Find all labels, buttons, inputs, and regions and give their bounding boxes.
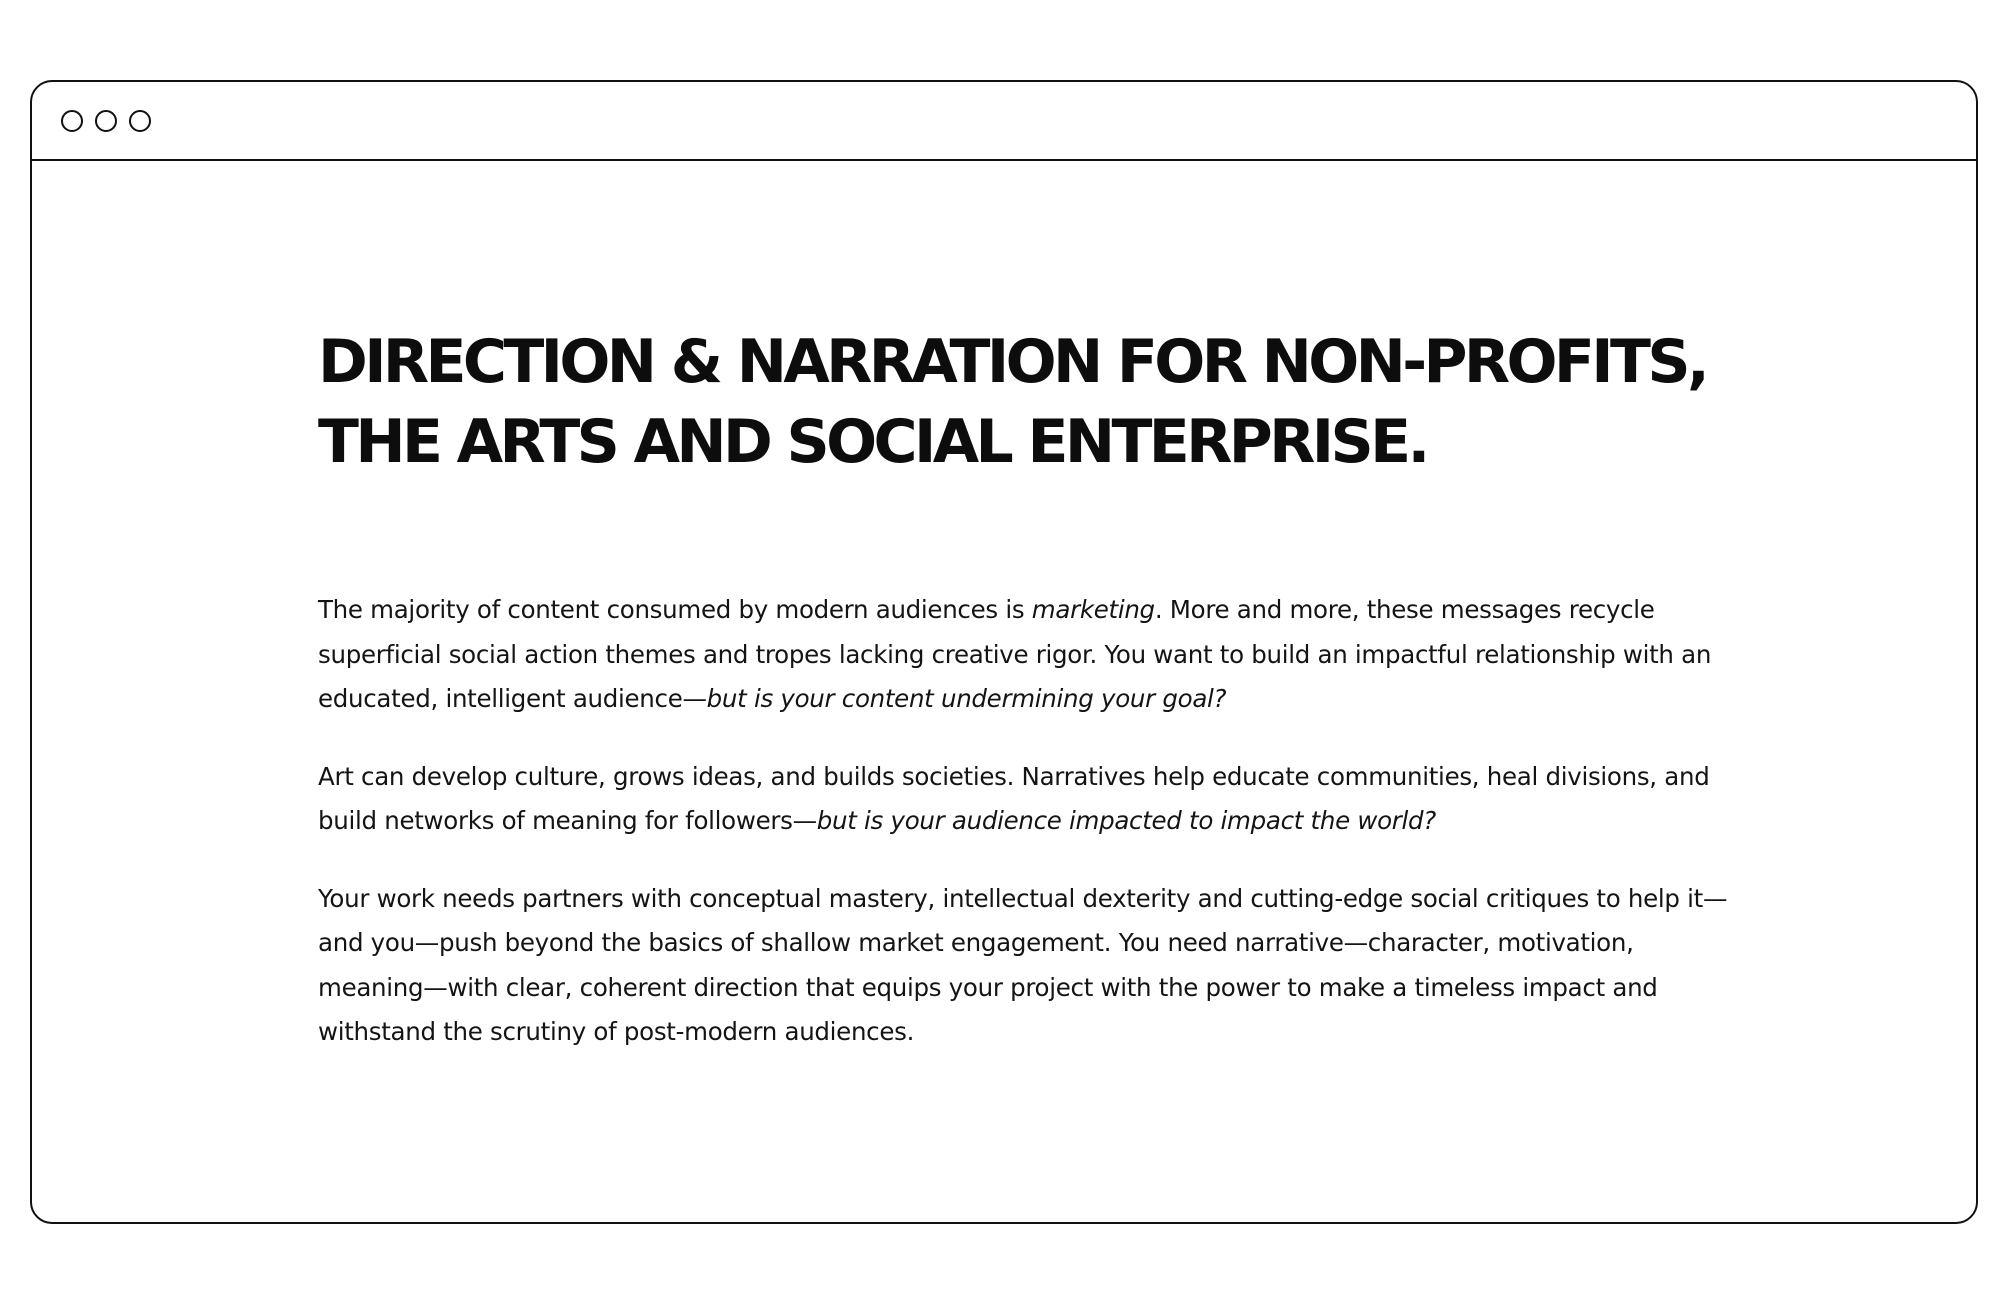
paragraph-1-text-a: The majority of content consumed by modern audiences is bbox=[318, 595, 1032, 624]
headline-line-2: THE ARTS AND SOCIAL ENTERPRISE. bbox=[318, 407, 1427, 477]
window-minimize-button[interactable] bbox=[95, 110, 117, 132]
paragraph-1-emphasis-marketing: marketing bbox=[1031, 595, 1155, 624]
headline-line-1: DIRECTION & NARRATION FOR NON-PROFITS, bbox=[318, 327, 1707, 397]
paragraph-art bbox=[318, 755, 1738, 844]
browser-window bbox=[30, 80, 1978, 1224]
paragraph-1-text-b: . More and more, these messages recycle superficial social action themes and tropes lacking creative rigor. You want to build an impactful relationship with an educated, intelligent audience— bbox=[318, 595, 1712, 713]
paragraph-3-text: Your work needs partners with conceptual mastery, intellectual dexterity and cutting-edge social critiques to help it—and you—push beyond the basics of shallow market engagement. You need narrative—character, motivation, meaning—with clear, coherent direction that equips your project with the power to make a timeless impact and withstand the scrutiny of post-modern audiences. bbox=[318, 883, 1728, 1046]
paragraph-partners bbox=[318, 877, 1738, 1055]
window-close-button[interactable] bbox=[61, 110, 83, 132]
paragraph-2-emphasis-question: but is your audience impacted to impact the world? bbox=[816, 806, 1436, 835]
main-content bbox=[318, 322, 1738, 1088]
body-copy bbox=[318, 588, 1738, 1055]
paragraph-2-text-a: Art can develop culture, grows ideas, and builds societies. Narratives help educate communities, heal divisions, and build networks of meaning for followers— bbox=[318, 761, 1710, 835]
window-titlebar bbox=[32, 82, 1976, 161]
page-headline bbox=[318, 322, 1738, 482]
window-maximize-button[interactable] bbox=[129, 110, 151, 132]
window-controls bbox=[61, 110, 151, 132]
paragraph-1-emphasis-question: but is your content undermining your goal? bbox=[706, 684, 1227, 713]
paragraph-marketing bbox=[318, 588, 1738, 722]
